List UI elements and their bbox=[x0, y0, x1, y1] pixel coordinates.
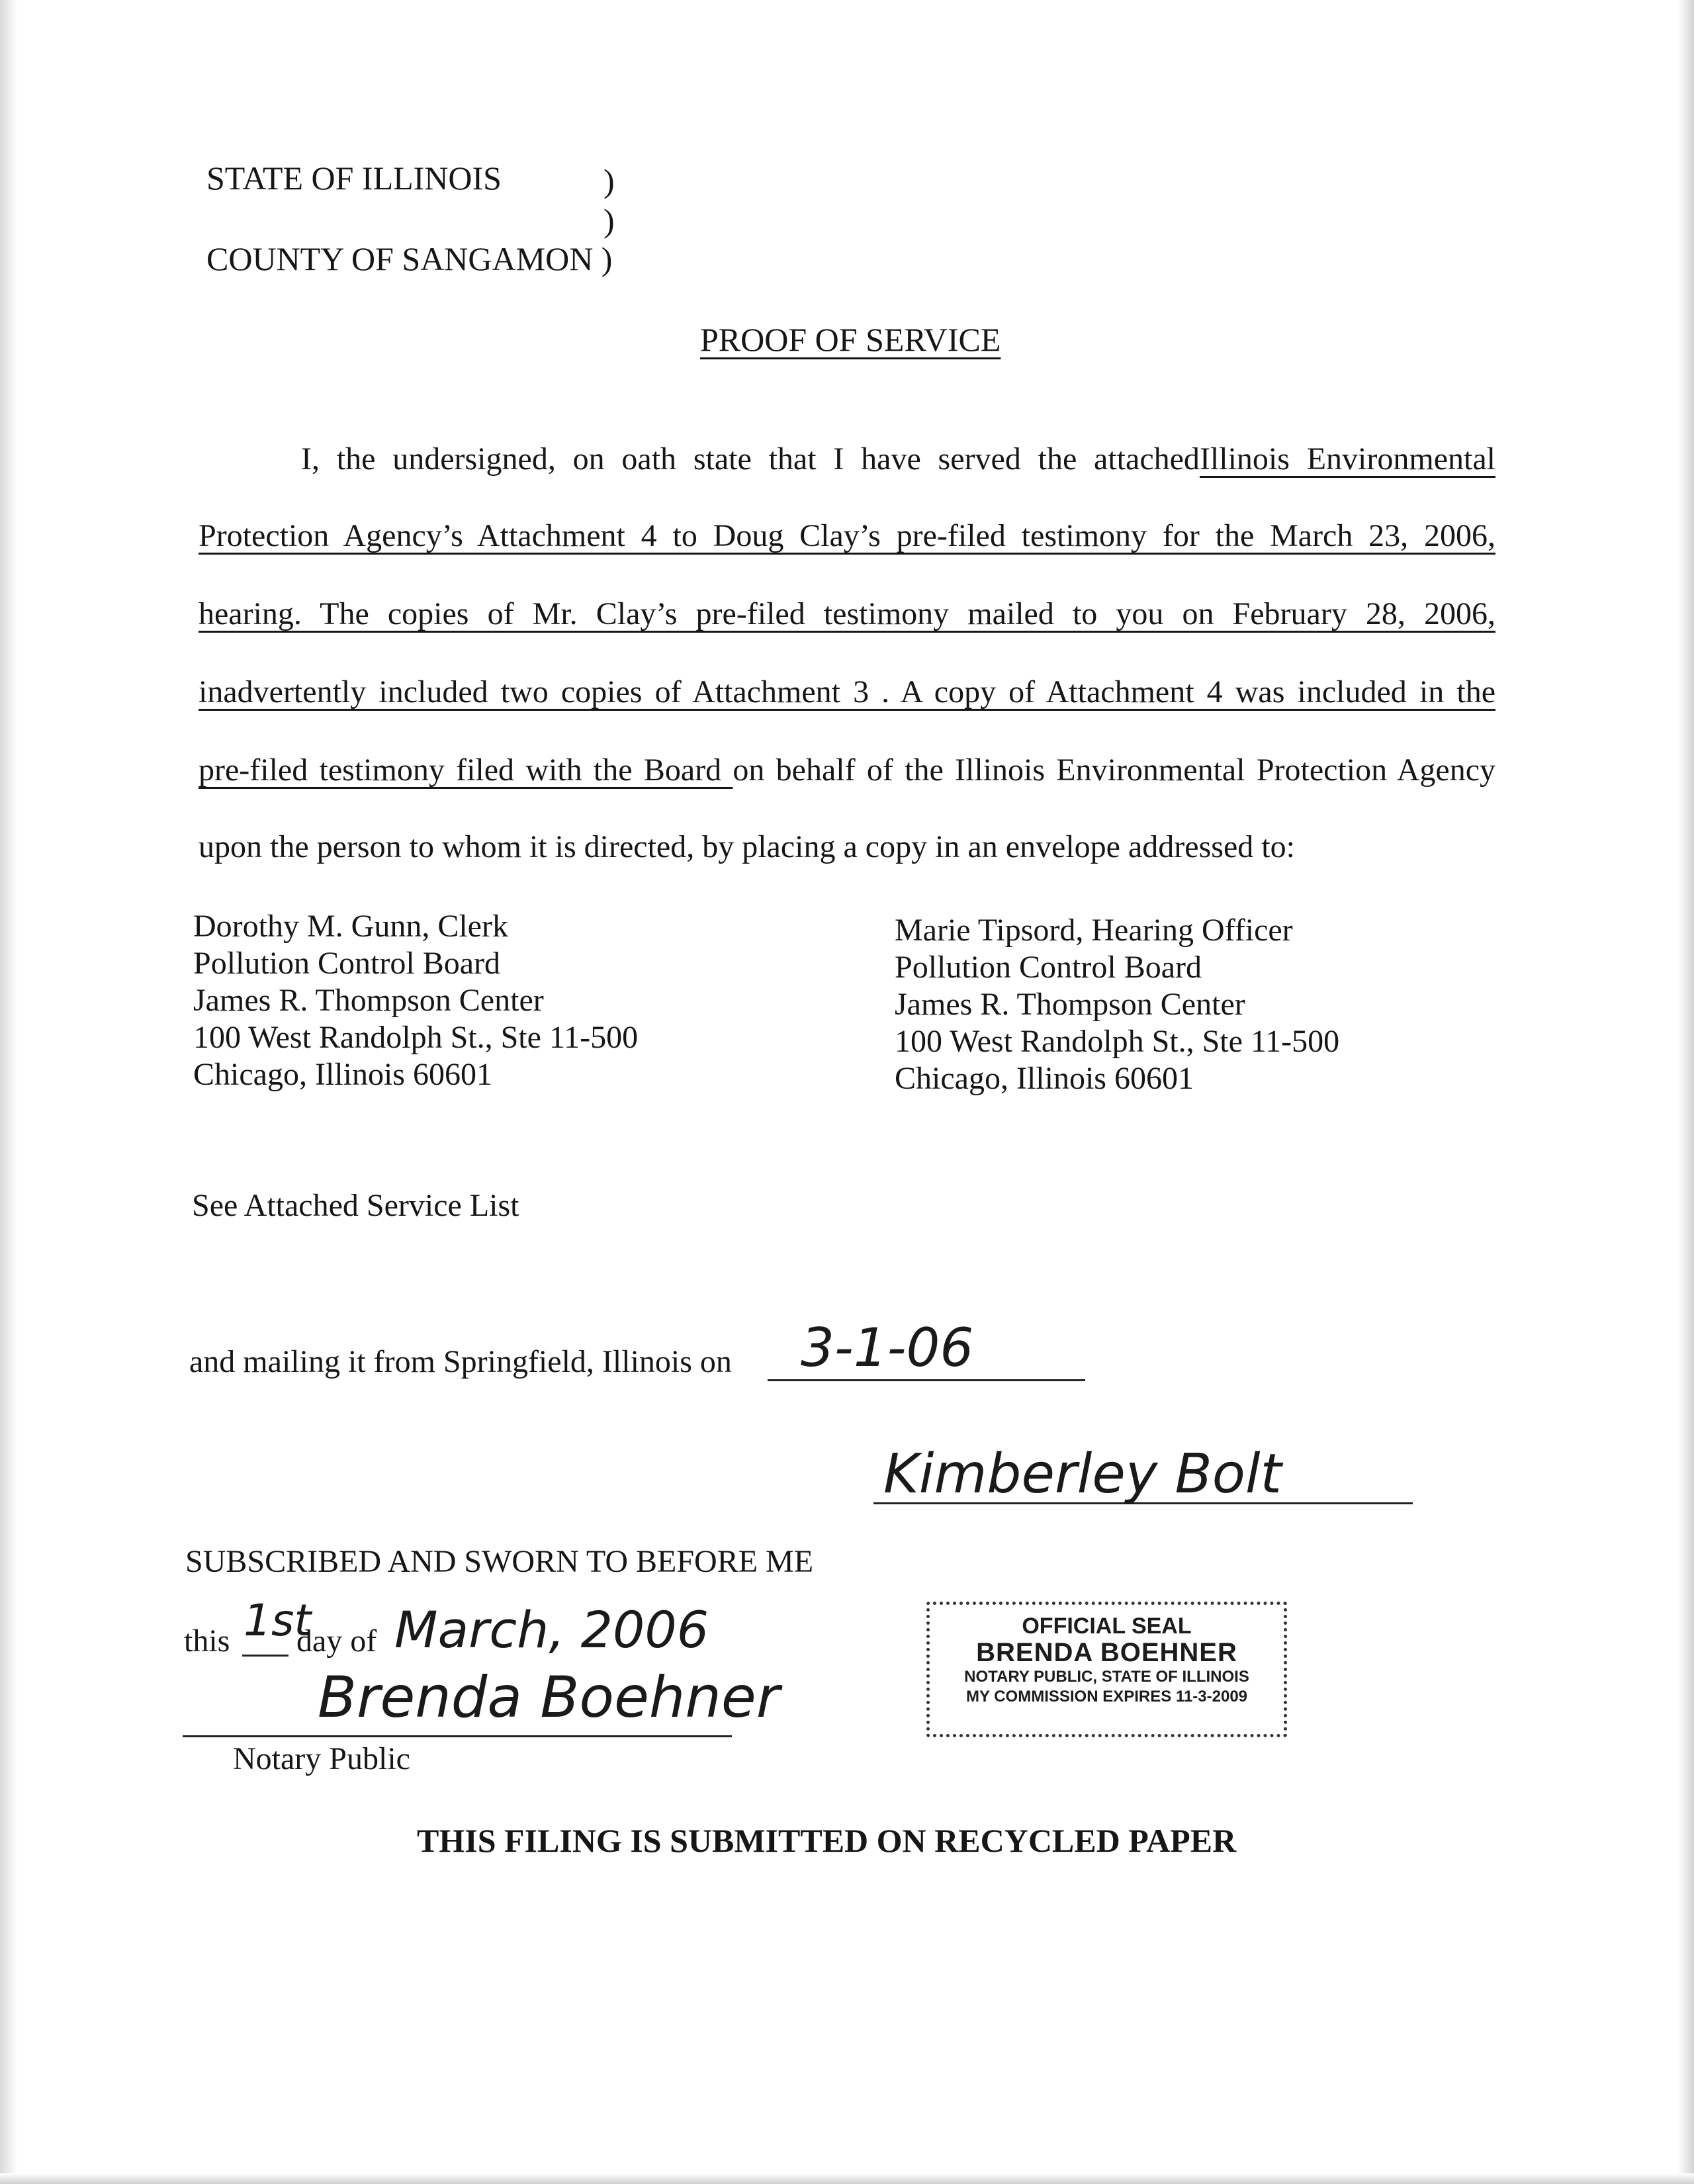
body-line-5 bbox=[199, 752, 1495, 788]
caption-county: COUNTY OF SANGAMON ) bbox=[206, 240, 613, 277]
signature-handwritten: Kimberley Bolt bbox=[883, 1443, 1282, 1506]
day-handwritten: 1st bbox=[244, 1595, 312, 1646]
notary-this: this bbox=[184, 1623, 230, 1659]
mailing-date-line bbox=[768, 1379, 1085, 1381]
notary-signature-line bbox=[183, 1735, 732, 1737]
body-line-5-text: on behalf of the Illinois Environmental Protection Agency bbox=[733, 752, 1495, 788]
seal-line-3: NOTARY PUBLIC, STATE OF ILLINOIS bbox=[964, 1668, 1249, 1686]
caption-paren-1: ) bbox=[603, 162, 615, 199]
addressee-building: James R. Thompson Center bbox=[193, 983, 544, 1018]
body-line-6: upon the person to whom it is directed, by placing a copy in an envelope addressed to: bbox=[199, 829, 1295, 864]
addressee-left bbox=[193, 908, 638, 1093]
addressee-name: Dorothy M. Gunn, Clerk bbox=[193, 909, 508, 944]
addressee-org: Pollution Control Board bbox=[895, 950, 1202, 985]
mailing-label: and mailing it from Springfield, Illinois on bbox=[189, 1344, 732, 1379]
body-line-1-text: I, the undersigned, on oath state that I have served the attached bbox=[301, 441, 1200, 477]
page-title: PROOF OF SERVICE bbox=[700, 321, 1001, 358]
addressee-name: Marie Tipsord, Hearing Officer bbox=[895, 913, 1293, 948]
addressee-street: 100 West Randolph St., Ste 11-500 bbox=[193, 1020, 639, 1055]
subscribed-sworn: SUBSCRIBED AND SWORN TO BEFORE ME bbox=[185, 1544, 814, 1579]
caption-paren-2: ) bbox=[603, 202, 615, 239]
seal-line-4: MY COMMISSION EXPIRES 11-3-2009 bbox=[965, 1688, 1248, 1706]
day-line bbox=[242, 1655, 289, 1657]
body-line-1 bbox=[199, 441, 1495, 477]
document-title-underlined: Illinois Environmental bbox=[1199, 441, 1495, 477]
scan-edge-bottom bbox=[0, 2173, 1694, 2184]
body-line-5-underlined: pre-filed testimony filed with the Board bbox=[199, 752, 733, 788]
addressee-city: Chicago, Illinois 60601 bbox=[895, 1061, 1194, 1096]
official-seal-stamp bbox=[926, 1602, 1287, 1737]
body-line-4: inadvertently included two copies of Attachment 3 . A copy of Attachment 4 was included in the bbox=[199, 674, 1495, 709]
addressee-org: Pollution Control Board bbox=[193, 946, 501, 981]
scan-edge-right bbox=[1678, 0, 1694, 2184]
notary-day-of: day of bbox=[296, 1623, 377, 1659]
scan-edge-left bbox=[0, 0, 17, 2184]
addressee-building: James R. Thompson Center bbox=[895, 987, 1245, 1022]
service-list-note: See Attached Service List bbox=[192, 1188, 519, 1223]
body-line-2: Protection Agency’s Attachment 4 to Doug Clay’s pre-filed testimony for the March 23, 2006, bbox=[199, 518, 1495, 553]
addressee-city: Chicago, Illinois 60601 bbox=[193, 1057, 492, 1092]
seal-line-1: OFFICIAL SEAL bbox=[1022, 1614, 1192, 1639]
recycled-paper-footer: THIS FILING IS SUBMITTED ON RECYCLED PAPER bbox=[417, 1822, 1237, 1859]
month-year-handwritten: March, 2006 bbox=[394, 1600, 709, 1659]
seal-line-2: BRENDA BOEHNER bbox=[976, 1638, 1237, 1667]
addressee-street: 100 West Randolph St., Ste 11-500 bbox=[895, 1024, 1340, 1059]
caption-state: STATE OF ILLINOIS bbox=[206, 159, 502, 197]
body-line-3: hearing. The copies of Mr. Clay’s pre-filed testimony mailed to you on February 28, 2006, bbox=[199, 596, 1495, 631]
notary-public-label: Notary Public bbox=[233, 1741, 410, 1776]
mailing-date-handwritten: 3-1-06 bbox=[801, 1317, 974, 1379]
notary-signature-handwritten: Brenda Boehner bbox=[318, 1664, 780, 1731]
addressee-right bbox=[895, 912, 1339, 1097]
